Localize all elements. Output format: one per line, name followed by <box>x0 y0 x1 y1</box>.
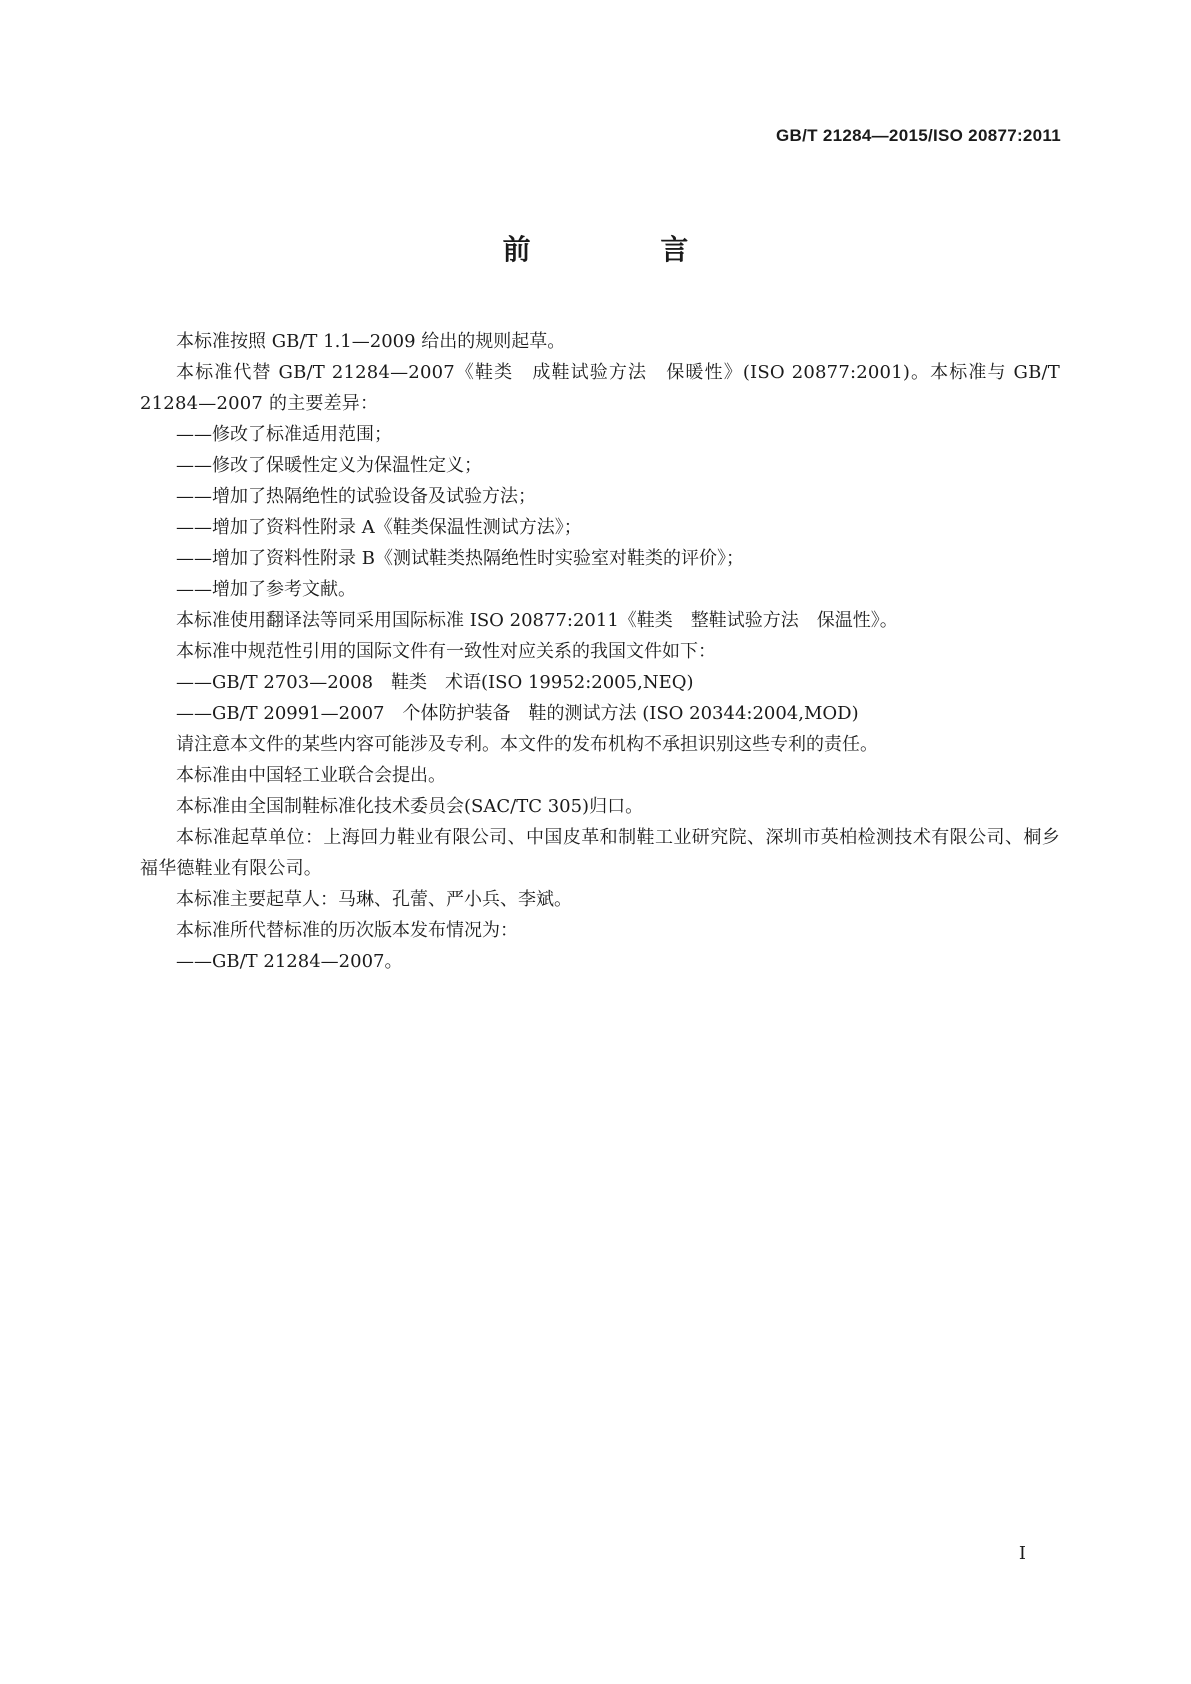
list-item: ——GB/T 2703—2008 鞋类 术语(ISO 19952:2005,NEQ) <box>176 672 694 693</box>
paragraph: 本标准使用翻译法等同采用国际标准 ISO 20877:2011《鞋类 整鞋试验方法 保温性》。 <box>176 610 898 631</box>
page-number: I <box>1018 1543 1026 1564</box>
paragraph: 本标准代替 GB/T 21284—2007《鞋类 成鞋试验方法 保暖性》(ISO 20877:2001)。本标准与 GB/T 21284—2007 的主要差异： <box>140 362 1060 414</box>
paragraph: 本标准起草单位：上海回力鞋业有限公司、中国皮革和制鞋工业研究院、深圳市英柏检测技术有限公司、桐乡福华德鞋业有限公司。 <box>140 827 1060 879</box>
paragraph: 本标准中规范性引用的国际文件有一致性对应关系的我国文件如下： <box>176 641 716 662</box>
list-item: ——GB/T 21284—2007。 <box>176 951 403 972</box>
paragraph: 本标准所代替标准的历次版本发布情况为： <box>176 920 518 941</box>
paragraph: 本标准主要起草人：马琳、孔蕾、严小兵、李斌。 <box>176 889 572 910</box>
list-item: ——修改了保暖性定义为保温性定义； <box>176 455 482 476</box>
standard-code: GB/T 21284—2015/ISO 20877:2011 <box>776 126 1061 145</box>
paragraph: 本标准由全国制鞋标准化技术委员会(SAC/TC 305)归口。 <box>176 796 644 817</box>
list-item: ——增加了热隔绝性的试验设备及试验方法； <box>176 486 536 507</box>
list-item: ——增加了参考文献。 <box>176 579 356 600</box>
document-body <box>140 326 1060 977</box>
paragraph: 请注意本文件的某些内容可能涉及专利。本文件的发布机构不承担识别这些专利的责任。 <box>176 734 878 755</box>
list-item: ——增加了资料性附录 A《鞋类保温性测试方法》； <box>176 517 582 538</box>
list-item: ——增加了资料性附录 B《测试鞋类热隔绝性时实验室对鞋类的评价》； <box>176 548 744 569</box>
list-item: ——修改了标准适用范围； <box>176 424 392 445</box>
page-title: 前 言 <box>502 233 749 266</box>
list-item: ——GB/T 20991—2007 个体防护装备 鞋的测试方法 (ISO 20344:2004,MOD) <box>176 703 859 724</box>
paragraph: 本标准按照 GB/T 1.1—2009 给出的规则起草。 <box>176 331 566 352</box>
paragraph: 本标准由中国轻工业联合会提出。 <box>176 765 446 786</box>
